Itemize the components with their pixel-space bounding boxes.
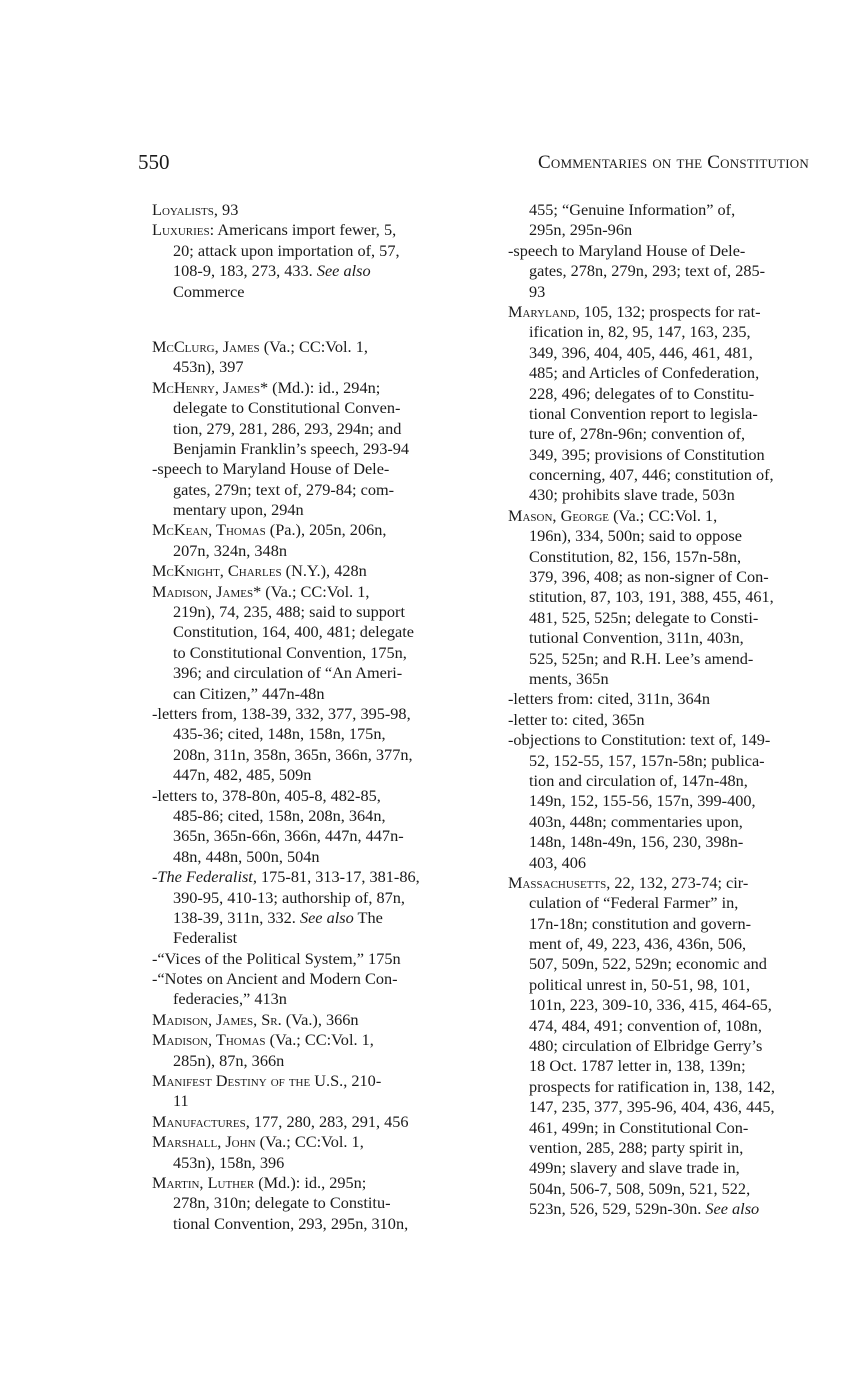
index-line: Maryland, 105, 132; prospects for rat- — [508, 301, 761, 321]
index-line: 295n, 295n-96n — [529, 220, 633, 240]
index-line: 208n, 311n, 358n, 365n, 366n, 377n, — [173, 744, 413, 764]
index-line: -objections to Constitution: text of, 149- — [508, 730, 771, 750]
index-line: 285n), 87n, 366n — [173, 1050, 285, 1070]
index-line: culation of “Federal Farmer” in, — [529, 893, 739, 913]
index-line: 461, 499n; in Constitutional Con- — [529, 1117, 749, 1137]
index-line: 396; and circulation of “An Ameri- — [173, 663, 403, 683]
index-line: Massachusetts, 22, 132, 273-74; cir- — [508, 872, 749, 892]
index-line: delegate to Constitutional Conven- — [173, 398, 401, 418]
index-line: 349, 396, 404, 405, 446, 461, 481, — [529, 342, 753, 362]
index-line: 504n, 506-7, 508, 509n, 521, 522, — [529, 1178, 751, 1198]
index-line: gates, 279n; text of, 279-84; com- — [173, 479, 395, 499]
index-line: 149n, 152, 155-56, 157n, 399-400, — [529, 791, 756, 811]
index-line: 403, 406 — [529, 852, 586, 872]
index-line: gates, 278n, 279n, 293; text of, 285- — [529, 261, 766, 281]
index-line: ification in, 82, 95, 147, 163, 235, — [529, 322, 751, 342]
index-line: 148n, 148n-49n, 156, 230, 398n- — [529, 832, 744, 852]
index-line: 278n, 310n; delegate to Constitu- — [173, 1193, 391, 1213]
index-line: ment of, 49, 223, 436, 436n, 506, — [529, 934, 747, 954]
index-line: -“Notes on Ancient and Modern Con- — [152, 969, 398, 989]
index-line: 138-39, 311n, 332. See also The — [173, 907, 383, 927]
index-line: 525, 525n; and R.H. Lee’s amend- — [529, 648, 754, 668]
index-line: can Citizen,” 447n-48n — [173, 683, 325, 703]
index-line: 403n, 448n; commentaries upon, — [529, 811, 743, 831]
index-line: -“Vices of the Political System,” 175n — [152, 948, 401, 968]
running-head: Commentaries on the Constitution — [538, 152, 809, 173]
index-line: tion and circulation of, 147n-48n, — [529, 770, 748, 790]
index-line: 147, 235, 377, 395-96, 404, 436, 445, — [529, 1097, 775, 1117]
index-line: 379, 396, 408; as non-signer of Con- — [529, 567, 769, 587]
index-line: 447n, 482, 485, 509n — [173, 765, 312, 785]
index-line: Madison, Thomas (Va.; CC:Vol. 1, — [152, 1030, 374, 1050]
index-line: McKnight, Charles (N.Y.), 428n — [152, 561, 367, 581]
index-line: Constitution, 82, 156, 157n-58n, — [529, 546, 742, 566]
index-line: tional Convention, 293, 295n, 310n, — [173, 1213, 409, 1233]
index-line: Madison, James, Sr. (Va.), 366n — [152, 1009, 359, 1029]
index-line: 435-36; cited, 148n, 158n, 175n, — [173, 724, 386, 744]
index-line: 228, 496; delegates of to Constitu- — [529, 383, 755, 403]
index-line: 108-9, 183, 273, 433. See also — [173, 261, 371, 281]
index-line: Martin, Luther (Md.): id., 295n; — [152, 1172, 367, 1192]
index-line: Manifest Destiny of the U.S., 210- — [152, 1071, 382, 1091]
index-line: political unrest in, 50-51, 98, 101, — [529, 974, 751, 994]
index-line: vention, 285, 288; party spirit in, — [529, 1137, 744, 1157]
index-line: 455; “Genuine Information” of, — [529, 200, 736, 219]
index-line: tutional Convention, 311n, 403n, — [529, 628, 744, 648]
index-line: Constitution, 164, 400, 481; delegate — [173, 622, 415, 642]
index-line: -speech to Maryland House of Dele- — [508, 240, 746, 260]
index-line: Luxuries: Americans import fewer, 5, — [152, 220, 397, 240]
index-line: Marshall, John (Va.; CC:Vol. 1, — [152, 1132, 364, 1152]
index-line: federacies,” 413n — [173, 989, 287, 1009]
index-line: Federalist — [173, 928, 238, 948]
index-line: 485-86; cited, 158n, 208n, 364n, — [173, 805, 386, 825]
index-line: Madison, James* (Va.; CC:Vol. 1, — [152, 581, 370, 601]
index-line: 349, 395; provisions of Constitution — [529, 444, 765, 464]
page-number: 550 — [138, 150, 170, 174]
index-line: Loyalists, 93 — [152, 200, 239, 219]
index-line: 196n), 334, 500n; said to oppose — [529, 526, 742, 546]
index-line: 18 Oct. 1787 letter in, 138, 139n; — [529, 1056, 746, 1076]
index-line: 11 — [173, 1091, 189, 1111]
index-line: 481, 525, 525n; delegate to Consti- — [529, 607, 759, 627]
index-line: -speech to Maryland House of Dele- — [152, 459, 390, 479]
index-line: 523n, 526, 529, 529n-30n. See also — [529, 1199, 760, 1219]
index-line: Commerce — [173, 281, 245, 301]
index-line: 499n; slavery and slave trade in, — [529, 1158, 740, 1178]
index-line: tion, 279, 281, 286, 293, 294n; and — [173, 418, 402, 438]
index-line: mentary upon, 294n — [173, 500, 304, 520]
index-line: -The Federalist, 175-81, 313-17, 381-86, — [152, 867, 420, 887]
index-line: prospects for ratification in, 138, 142, — [529, 1076, 775, 1096]
index-line: 474, 484, 491; convention of, 108n, — [529, 1015, 762, 1035]
index-line: 219n), 74, 235, 488; said to support — [173, 602, 405, 622]
index-line: 101n, 223, 309-10, 336, 415, 464-65, — [529, 995, 772, 1015]
index-column-left — [152, 200, 457, 1234]
index-line: 453n), 397 — [173, 357, 244, 377]
index-line: tional Convention report to legisla- — [529, 403, 758, 423]
index-line: 17n-18n; constitution and govern- — [529, 913, 752, 933]
index-line: McHenry, James* (Md.): id., 294n; — [152, 377, 381, 397]
index-line: 52, 152-55, 157, 157n-58n; publica- — [529, 750, 765, 770]
index-line: 430; prohibits slave trade, 503n — [529, 485, 735, 505]
index-line: concerning, 407, 446; constitution of, — [529, 465, 774, 485]
index-line: 480; circulation of Elbridge Gerry’s — [529, 1036, 763, 1056]
index-line: ments, 365n — [529, 668, 609, 688]
index-line: stitution, 87, 103, 191, 388, 455, 461, — [529, 587, 774, 607]
index-line: 507, 509n, 522, 529n; economic and — [529, 954, 767, 974]
index-line: 485; and Articles of Confederation, — [529, 363, 760, 383]
index-line: -letters from, 138-39, 332, 377, 395-98, — [152, 703, 411, 723]
index-line: ture of, 278n-96n; convention of, — [529, 424, 746, 444]
index-line: Benjamin Franklin’s speech, 293-94 — [173, 438, 410, 458]
index-line: McClurg, James (Va.; CC:Vol. 1, — [152, 336, 368, 356]
index-line: to Constitutional Convention, 175n, — [173, 642, 407, 662]
index-line: 20; attack upon importation of, 57, — [173, 240, 400, 260]
index-column-right — [508, 200, 813, 1220]
entry-gap — [152, 302, 457, 337]
index-line: 48n, 448n, 500n, 504n — [173, 846, 320, 866]
index-line: Manufactures, 177, 280, 283, 291, 456 — [152, 1111, 409, 1131]
index-line: 390-95, 410-13; authorship of, 87n, — [173, 887, 405, 907]
index-line: 453n), 158n, 396 — [173, 1152, 285, 1172]
index-line: 207n, 324n, 348n — [173, 540, 287, 560]
index-line: -letters from: cited, 311n, 364n — [508, 689, 710, 709]
index-line: McKean, Thomas (Pa.), 205n, 206n, — [152, 520, 387, 540]
index-line: -letters to, 378-80n, 405-8, 482-85, — [152, 785, 381, 805]
index-line: -letter to: cited, 365n — [508, 709, 645, 729]
index-line: 365n, 365n-66n, 366n, 447n, 447n- — [173, 826, 404, 846]
index-line: 93 — [529, 281, 546, 301]
index-line: Mason, George (Va.; CC:Vol. 1, — [508, 505, 718, 525]
